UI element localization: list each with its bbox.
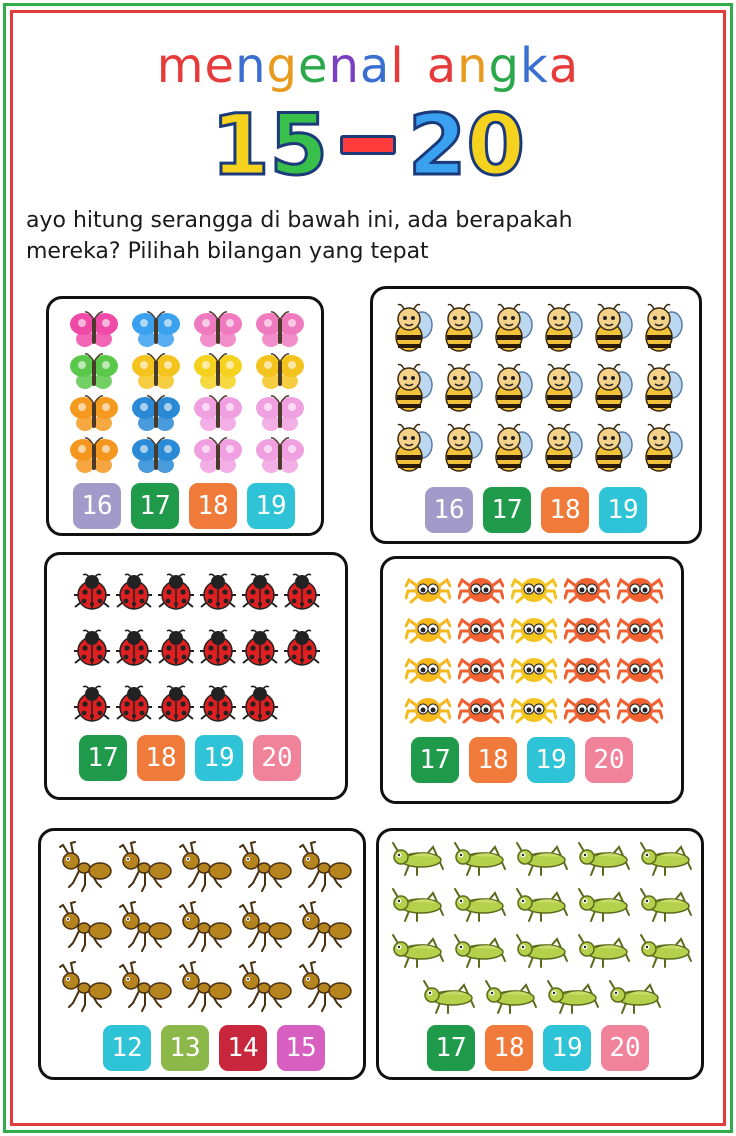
butterfly-icon [63, 435, 125, 477]
ant-icon [115, 837, 175, 897]
spider-icon [560, 689, 613, 729]
ladybug-icon [71, 621, 113, 677]
ladybug-icon [113, 565, 155, 621]
ant-icon [175, 957, 235, 1017]
ladybug-icon [71, 677, 113, 733]
ant-icon [175, 837, 235, 897]
grasshopper-icon [389, 883, 451, 929]
spider-icon [613, 689, 666, 729]
grasshopper-grid [389, 837, 699, 1021]
answer-options [425, 487, 647, 533]
panel-spiders [380, 556, 684, 804]
answer-option-18[interactable]: 18 [469, 737, 517, 783]
answer-options [103, 1025, 325, 1071]
ladybug-icon [281, 621, 323, 677]
number-range-title [0, 96, 736, 194]
panel-butterflies [46, 296, 324, 536]
spider-grid [401, 569, 666, 729]
ant-icon [55, 957, 115, 1017]
spider-icon [401, 569, 454, 609]
range-start [211, 96, 328, 194]
answer-option-17[interactable]: 17 [411, 737, 459, 783]
bee-icon [637, 359, 687, 419]
grasshopper-icon [637, 929, 699, 975]
range-end [408, 96, 525, 194]
spider-icon [401, 609, 454, 649]
butterfly-icon [125, 309, 187, 351]
title-letter: a [426, 38, 458, 94]
panel-ladybugs [44, 552, 348, 800]
grasshopper-icon [389, 837, 451, 883]
answer-option-19[interactable]: 19 [247, 483, 295, 529]
answer-option-19[interactable]: 19 [527, 737, 575, 783]
answer-option-18[interactable]: 18 [189, 483, 237, 529]
grasshopper-icon [451, 929, 513, 975]
ant-icon [235, 957, 295, 1017]
ant-icon [175, 897, 235, 957]
ladybug-icon [239, 677, 281, 733]
range-digit: 2 [408, 96, 467, 194]
ant-icon [235, 897, 295, 957]
grasshopper-icon [575, 883, 637, 929]
answer-option-19[interactable]: 19 [599, 487, 647, 533]
bee-icon [637, 419, 687, 479]
title-letter: e [297, 38, 329, 94]
ant-grid [55, 837, 355, 1017]
grasshopper-icon [606, 975, 668, 1021]
grasshopper-icon [451, 883, 513, 929]
grasshopper-icon [575, 837, 637, 883]
answer-option-18[interactable]: 18 [485, 1025, 533, 1071]
answer-option-20[interactable]: 20 [585, 737, 633, 783]
answer-option-18[interactable]: 18 [541, 487, 589, 533]
ant-icon [235, 837, 295, 897]
butterfly-grid [63, 309, 311, 477]
butterfly-icon [63, 393, 125, 435]
spider-icon [560, 649, 613, 689]
ladybug-grid [71, 565, 323, 733]
bee-icon [537, 299, 587, 359]
ant-icon [295, 897, 355, 957]
bee-icon [537, 419, 587, 479]
bee-icon [637, 299, 687, 359]
answer-option-14[interactable]: 14 [219, 1025, 267, 1071]
spider-icon [560, 609, 613, 649]
bee-icon [437, 299, 487, 359]
butterfly-icon [187, 309, 249, 351]
page-title [0, 38, 736, 94]
title-letter: a [548, 38, 580, 94]
answer-options [73, 483, 295, 529]
answer-option-16[interactable]: 16 [425, 487, 473, 533]
butterfly-icon [249, 435, 311, 477]
spider-icon [401, 689, 454, 729]
bee-icon [487, 359, 537, 419]
answer-options [79, 735, 301, 781]
grasshopper-icon [637, 837, 699, 883]
bee-grid [387, 299, 687, 479]
spider-icon [401, 649, 454, 689]
grasshopper-icon [420, 975, 482, 1021]
butterfly-icon [63, 351, 125, 393]
title-letter: k [520, 38, 549, 94]
ant-icon [115, 897, 175, 957]
bee-icon [387, 299, 437, 359]
grasshopper-icon [482, 975, 544, 1021]
butterfly-icon [63, 309, 125, 351]
ladybug-icon [155, 565, 197, 621]
butterfly-icon [187, 393, 249, 435]
bee-icon [537, 359, 587, 419]
grasshopper-icon [637, 883, 699, 929]
instruction-line-2: mereka? Pilihah bilangan yang tepat [26, 239, 429, 264]
ladybug-icon [71, 565, 113, 621]
bee-icon [437, 359, 487, 419]
grasshopper-icon [544, 975, 606, 1021]
title-letter: a [359, 38, 391, 94]
spider-icon [454, 649, 507, 689]
butterfly-icon [125, 435, 187, 477]
bee-icon [587, 419, 637, 479]
answer-option-12[interactable]: 12 [103, 1025, 151, 1071]
butterfly-icon [249, 351, 311, 393]
ladybug-icon [197, 677, 239, 733]
butterfly-icon [125, 393, 187, 435]
spider-icon [507, 609, 560, 649]
ant-icon [55, 897, 115, 957]
grasshopper-icon [513, 837, 575, 883]
answer-option-16[interactable]: 16 [73, 483, 121, 529]
title-letter: n [328, 38, 360, 94]
spider-icon [507, 569, 560, 609]
bee-icon [587, 299, 637, 359]
grasshopper-icon [389, 929, 451, 975]
bee-icon [437, 419, 487, 479]
instruction-text [26, 205, 716, 267]
answer-option-19[interactable]: 19 [543, 1025, 591, 1071]
answer-option-18[interactable]: 18 [137, 735, 185, 781]
answer-options [411, 737, 633, 783]
grasshopper-icon [575, 929, 637, 975]
range-digit: 0 [466, 96, 525, 194]
instruction-line-1: ayo hitung serangga di bawah ini, ada berapakah [26, 208, 573, 233]
butterfly-icon [187, 435, 249, 477]
grasshopper-icon [513, 883, 575, 929]
spider-icon [507, 649, 560, 689]
ladybug-icon [239, 621, 281, 677]
ladybug-icon [113, 621, 155, 677]
ant-icon [295, 957, 355, 1017]
title-letter: l [390, 38, 405, 94]
title-letter: n [457, 38, 489, 94]
answer-option-17[interactable]: 17 [79, 735, 127, 781]
spider-icon [454, 689, 507, 729]
spider-icon [507, 689, 560, 729]
spider-icon [560, 569, 613, 609]
butterfly-icon [249, 393, 311, 435]
range-digit: 5 [269, 96, 328, 194]
ant-icon [55, 837, 115, 897]
title-letter: g [488, 38, 520, 94]
ladybug-icon [281, 565, 323, 621]
panel-grasshoppers [376, 828, 704, 1080]
spider-icon [613, 649, 666, 689]
bee-icon [387, 419, 437, 479]
range-digit: 1 [211, 96, 270, 194]
bee-icon [487, 299, 537, 359]
answer-option-19[interactable]: 19 [195, 735, 243, 781]
ladybug-icon [197, 621, 239, 677]
ant-icon [115, 957, 175, 1017]
ladybug-icon [155, 677, 197, 733]
title-letter: m [156, 38, 205, 94]
spider-icon [613, 609, 666, 649]
bee-icon [487, 419, 537, 479]
butterfly-icon [187, 351, 249, 393]
answer-option-20[interactable]: 20 [601, 1025, 649, 1071]
title-letter: n [235, 38, 267, 94]
title-letter: e [204, 38, 236, 94]
answer-option-17[interactable]: 17 [131, 483, 179, 529]
answer-options [427, 1025, 649, 1071]
ladybug-icon [113, 677, 155, 733]
title-word-mengenal [157, 38, 405, 94]
ant-icon [295, 837, 355, 897]
grasshopper-icon [451, 837, 513, 883]
ladybug-icon [155, 621, 197, 677]
grasshopper-icon [513, 929, 575, 975]
answer-option-13[interactable]: 13 [161, 1025, 209, 1071]
title-word-angka [427, 38, 580, 94]
spider-icon [454, 609, 507, 649]
answer-option-15[interactable]: 15 [277, 1025, 325, 1071]
answer-option-20[interactable]: 20 [253, 735, 301, 781]
spider-icon [454, 569, 507, 609]
panel-ants [38, 828, 366, 1080]
ladybug-icon [197, 565, 239, 621]
butterfly-icon [125, 351, 187, 393]
butterfly-icon [249, 309, 311, 351]
bee-icon [587, 359, 637, 419]
answer-option-17[interactable]: 17 [427, 1025, 475, 1071]
spider-icon [613, 569, 666, 609]
range-dash [340, 135, 396, 155]
panel-bees [370, 286, 702, 544]
bee-icon [387, 359, 437, 419]
answer-option-17[interactable]: 17 [483, 487, 531, 533]
title-letter: g [266, 38, 298, 94]
ladybug-icon [239, 565, 281, 621]
